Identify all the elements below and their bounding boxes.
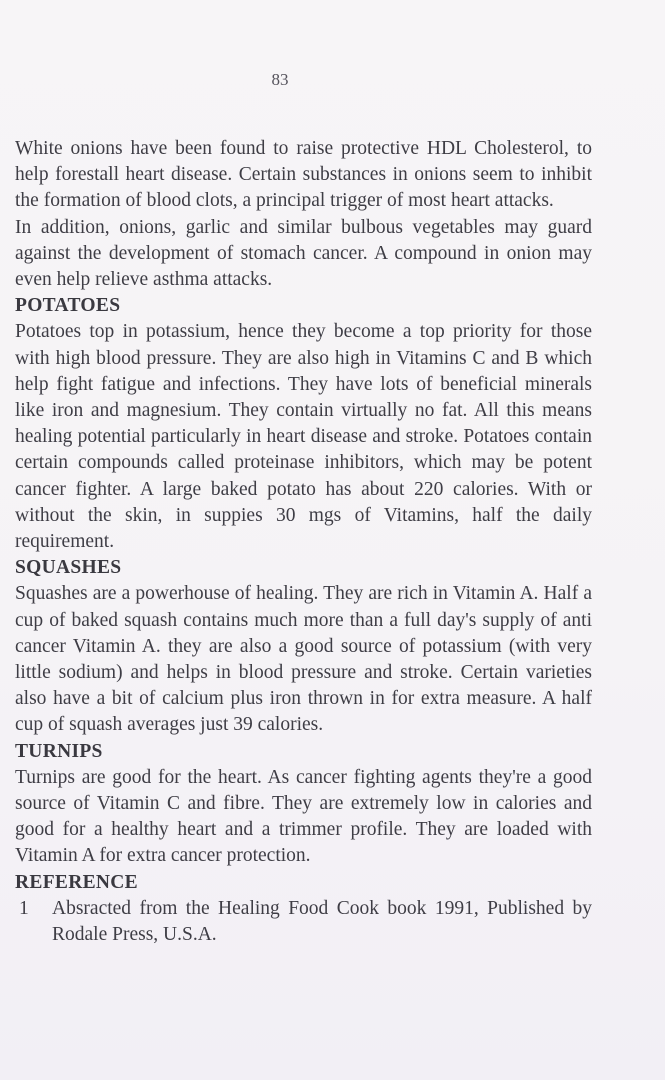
potatoes-paragraph: Potatoes top in potassium, hence they become a top priority for those with high blood pressure. They are also high in Vitamins C and B which help fight fatigue and infections. They have lots of beneficial minerals like iron and magnesium. They contain virtually no fat. All this means healing potential particularly in heart disease and stroke. Potatoes contain certain compounds called proteinase inhibitors, which may be potent cancer fighter. A large baked potato has about 220 calories. With or without the skin, in suppies 30 mgs of Vitamins, half the daily requirement. (15, 321, 592, 553)
potatoes-heading: POTATOES (15, 295, 121, 317)
squashes-paragraph: Squashes are a powerhouse of healing. They are rich in Vitamin A. Half a cup of baked squash contains much more than a full day's supply of anti cancer Vitamin A. they are also a good source of potassium (with very little sodium) and helps in blood pressure and stroke. Certain varieties also have a bit of calcium plus iron thrown in for extra measure. A half cup of squash averages just 39 calories. (15, 583, 592, 736)
squashes-heading: SQUASHES (15, 557, 122, 579)
page-content (15, 136, 592, 948)
turnips-heading: TURNIPS (15, 740, 103, 762)
reference-heading: REFERENCE (15, 871, 138, 893)
reference-list (15, 896, 592, 948)
onions-paragraph-2: In addition, onions, garlic and similar bulbous vegetables may guard against the development of stomach cancer. A compound in onion may even help relieve asthma attacks. (15, 216, 592, 291)
reference-item (15, 896, 592, 948)
turnips-paragraph: Turnips are good for the heart. As cancer fighting agents they're a good source of Vitamin C and fibre. They are extremely low in calories and good for a healthy heart and a trimmer profile. They are loaded with Vitamin A for extra cancer protection. (15, 766, 592, 867)
onions-paragraph-1: White onions have been found to raise protective HDL Cholesterol, to help forestall heart disease. Certain substances in onions seem to inhibit the formation of blood clots, a principal trigger of most heart attacks. (15, 138, 592, 212)
reference-number: 1 (19, 897, 29, 919)
page-number: 83 (271, 70, 289, 89)
reference-text: Absracted from the Healing Food Cook book 1991, Published by Rodale Press, U.S.A. (52, 897, 592, 946)
